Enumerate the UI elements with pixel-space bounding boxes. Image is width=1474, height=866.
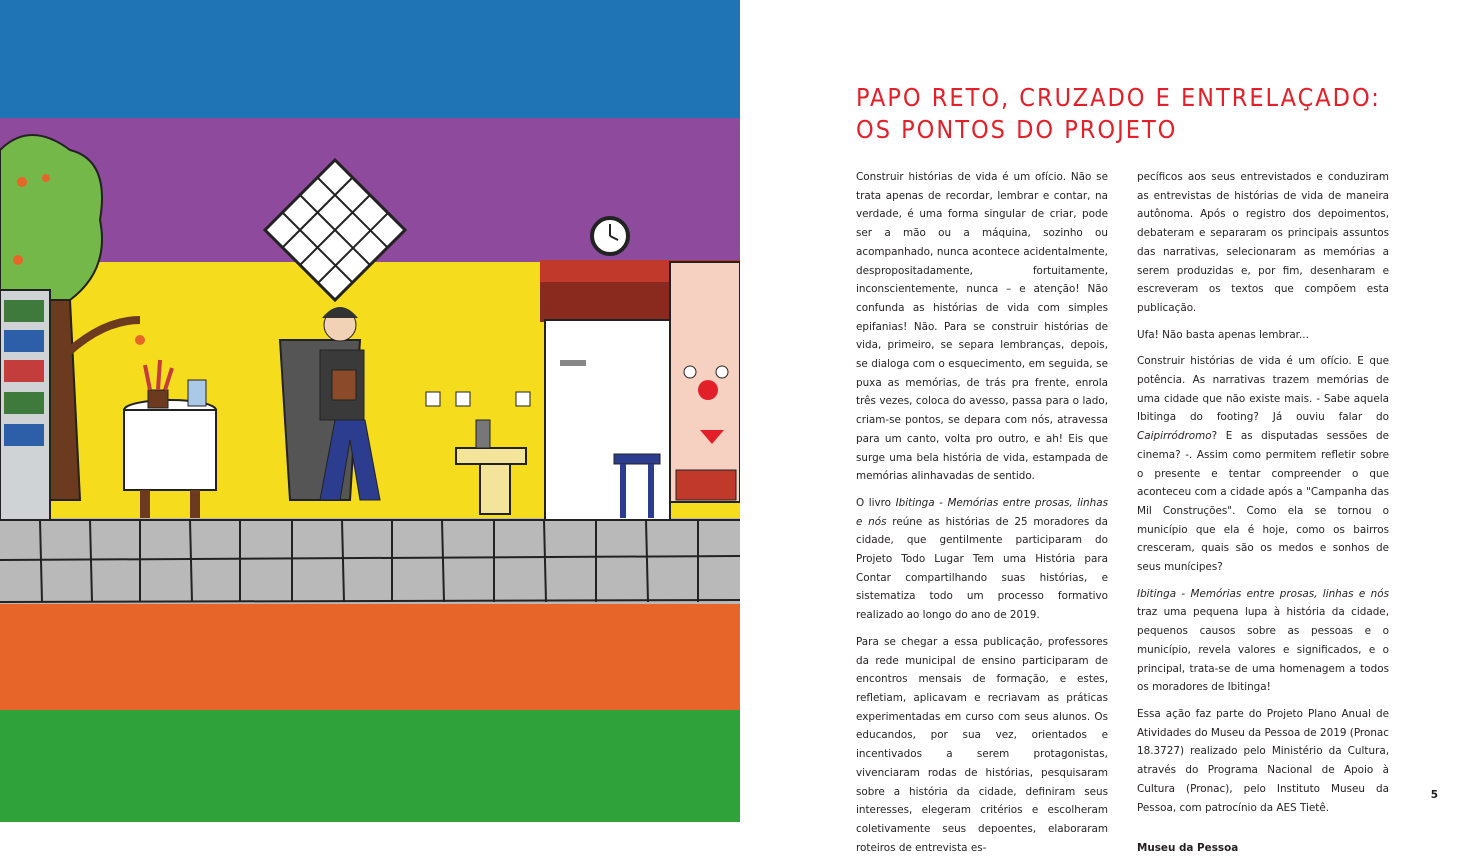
wall-clock <box>592 218 628 254</box>
paragraph: Essa ação faz parte do Projeto Plano Anual de Atividades do Museu da Pessoa de 2019 (Pronac 18.3727) realizado pelo Ministério da Cultura, através do Programa Nacional de Apoio à Cultura (Pronac), pelo Instituto Museu da Pessoa, com patrocínio da AES Tietê. <box>1137 707 1389 814</box>
page-title-line-2: OS PONTOS DO PROJETO <box>856 115 1178 144</box>
paragraph <box>856 494 1108 625</box>
paragraph-text: reúne as histórias de 25 moradores da cidade, que gentilmente participaram do Projeto Todo Lugar Tem uma História para Contar compartilhando suas histórias, e sistematiza todo um processo formativo realizado ao longo do ano de 2019. <box>856 515 1108 622</box>
paragraph <box>1137 585 1389 697</box>
book-title: Ibitinga - Memórias entre prosas, linhas e nós <box>856 496 1108 528</box>
bookshelf <box>0 290 50 520</box>
sky-stripe <box>0 0 740 118</box>
italic-term: Caipirródromo <box>1137 430 1212 443</box>
orange-floor-stripe <box>0 604 740 710</box>
paragraph: Ufa! Não basta apenas lembrar... <box>1137 328 1309 341</box>
page-title <box>856 82 1381 146</box>
sidewalk-stripe <box>0 518 740 604</box>
text-column-left <box>856 168 1108 865</box>
paragraph: Construir histórias de vida é um ofício. Não se trata apenas de recordar, lembrar e contar, na verdade, é uma forma singular de criar, pode ser a mão ou a máquina, sozinho ou acompanhado, nunca acontece acidentalmente, despropositadamente, fortuitamente, inconscientemente, nunca – e atenção! Não confunda as histórias de vida com simples epifanias! Não. Para se construir histórias de vida, primeiro, se separa lembranças, depois, se dialoga com o esquecimento, em seguida, se puxa as memórias, de trás pra frente, enrola três vezes, coloca do avesso, passa para o lado, criam-se pontos, se depara com nós, atravessa para um canto, volta pro outro, e ah! Eis que surge uma bela história de vida, estampada de memórias alinhavadas de sentido. <box>856 171 1108 483</box>
text-page <box>740 0 1474 855</box>
paragraph <box>1137 352 1389 576</box>
green-grass-stripe <box>0 710 740 822</box>
paragraph-text: ? E as disputadas sessões de cinema? -. Assim como permitem refletir sobre o presente e tentar compreender o que aconteceu com a cidade após a "Campanha das Mil Construções". Como ela se tornou o município que ela é hoje, como os bairros cresceram, quais são os medos e sonhos de seus munícipes? <box>1137 430 1389 574</box>
paragraph: Para se chegar a essa publicação, professores da rede municipal de ensino participaram de encontros mensais de formação, e estes, refletiam, aplicavam e recriavam as práticas experimentadas em curso com seus alunos. Os educandos, por sua vez, orientados e incentivados a serem protagonistas, vivenciaram rodas de histórias, pesquisaram sobre a história da cidade, definiram seus interesses, elegeram critérios e escolheram coletivamente seus depoentes, elaboraram roteiros de entrevista es- <box>856 635 1108 854</box>
text-column-right <box>1137 168 1389 866</box>
clown-face-poster <box>670 262 740 502</box>
paragraph-text: O livro <box>856 496 896 509</box>
page-title-line-1: PAPO RETO, CRUZADO E ENTRELAÇADO: <box>856 83 1381 112</box>
page-number: 5 <box>1430 789 1438 801</box>
child-drawing-illustration <box>0 0 740 822</box>
book-title: Ibitinga - Memórias entre prosas, linhas e nós <box>1137 587 1389 600</box>
paragraph: pecíficos aos seus entrevistados e conduziram as entrevistas de histórias de vida de maneira autônoma. Após o registro dos depoimentos, debateram e separaram os principais assuntos das narrativas, selecionaram as memórias a serem produzidas e, por fim, desenharam e escreveram os textos que compõem esta publicação. <box>1137 171 1389 314</box>
paragraph-text: Construir histórias de vida é um ofício. E que potência. As narrativas trazem memórias de uma cidade que não existe mais. - Sabe aquela Ibitinga do footing? Já ouviu falar do <box>1137 355 1389 424</box>
paragraph-text: traz uma pequena lupa à história da cidade, pequenos causos sobre as pessoas e o município, revela valores e significados, e o principal, trata-se de uma homenagem a todos os moradores de Ibitinga! <box>1137 606 1389 694</box>
signature: Museu da Pessoa <box>1137 842 1239 855</box>
